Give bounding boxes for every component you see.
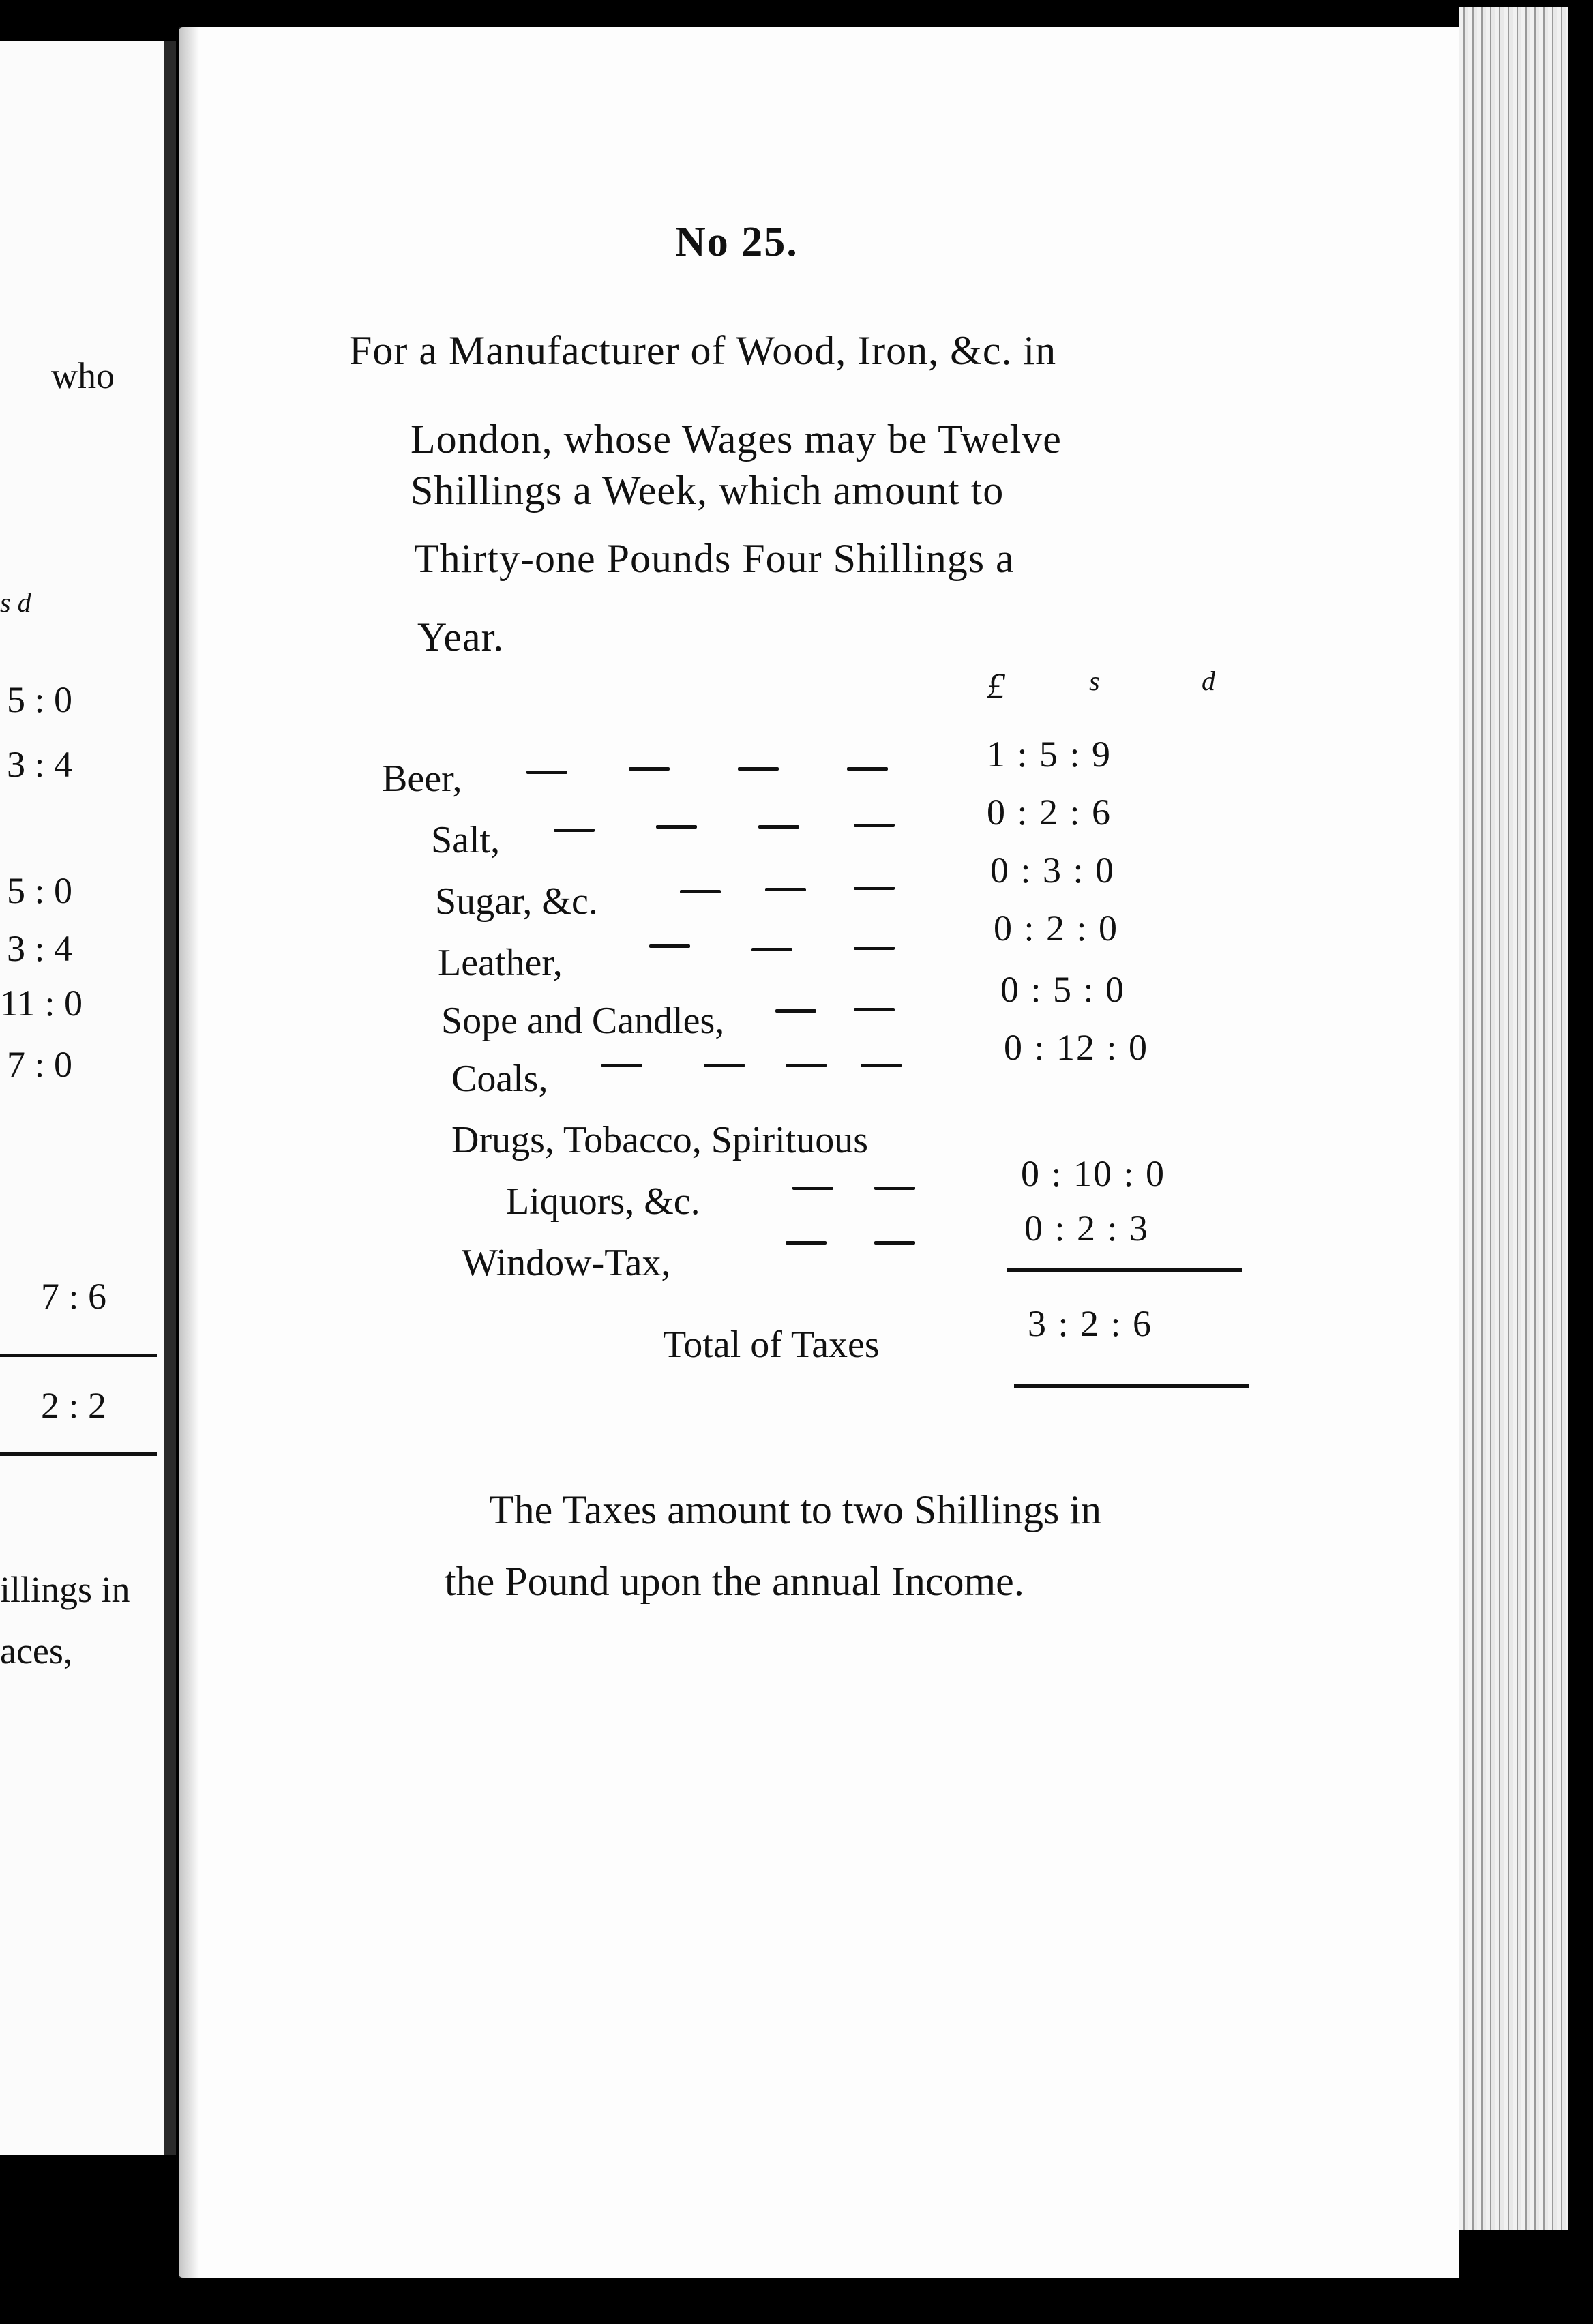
tax-item-label: Leather, — [438, 942, 563, 984]
leader-dash — [680, 890, 721, 893]
pounds-header: £ — [987, 666, 1007, 706]
leader-dash — [765, 888, 806, 891]
facing-page-line: who — [51, 355, 115, 396]
total-amount: 3 : 2 : 6 — [1028, 1303, 1153, 1344]
facing-page-line: aces, — [0, 1630, 73, 1671]
facing-page — [0, 41, 176, 2155]
closing-line: The Taxes amount to two Shillings in — [489, 1487, 1101, 1532]
page-heading: No 25. — [675, 219, 799, 265]
page-edges — [1459, 7, 1568, 2230]
leader-dash — [649, 944, 690, 948]
book-page — [179, 27, 1459, 2278]
tax-item-amount: 0 : 12 : 0 — [1004, 1027, 1149, 1068]
leader-dash — [751, 948, 792, 951]
facing-page-line: 2 : 2 — [41, 1385, 107, 1426]
leader-dash — [861, 1064, 902, 1067]
tax-item-amount: 0 : 2 : 3 — [1024, 1208, 1150, 1249]
tax-item-label: Coals, — [451, 1058, 548, 1100]
tax-item-label: Salt, — [431, 819, 501, 861]
facing-page-line: 3 : 4 — [7, 928, 73, 969]
intro-line: Shillings a Week, which amount to — [411, 468, 1004, 513]
shillings-header: s — [1089, 666, 1101, 696]
tax-item-label: Window-Tax, — [462, 1242, 671, 1284]
leader-dash — [526, 771, 567, 774]
tax-item-amount: 1 : 5 : 9 — [987, 734, 1112, 775]
total-label: Total of Taxes — [663, 1324, 880, 1366]
tax-item-label: Beer, — [382, 758, 462, 800]
facing-page-line: 3 : 4 — [7, 744, 73, 785]
intro-line: London, whose Wages may be Twelve — [411, 417, 1062, 462]
leader-dash — [554, 829, 595, 832]
leader-dash — [629, 767, 670, 771]
tax-item-label: Sugar, &c. — [435, 880, 598, 923]
leader-dash — [775, 1009, 816, 1013]
gutter-shadow — [179, 27, 199, 2278]
leader-dash — [738, 767, 779, 771]
tax-item-label: Liquors, &c. — [506, 1180, 700, 1223]
leader-dash — [874, 1187, 915, 1190]
intro-line: Thirty-one Pounds Four Shillings a — [414, 536, 1015, 581]
facing-page-line: 11 : 0 — [0, 983, 83, 1024]
tax-item-amount: 0 : 5 : 0 — [1000, 969, 1126, 1010]
leader-dash — [847, 767, 888, 771]
closing-line: the Pound upon the annual Income. — [445, 1559, 1024, 1604]
tax-item-amount: 0 : 2 : 6 — [987, 792, 1112, 833]
facing-page-line: 7 : 6 — [41, 1276, 107, 1317]
facing-page-line: illings in — [0, 1569, 130, 1610]
leader-dash — [786, 1064, 827, 1067]
leader-dash — [601, 1064, 642, 1067]
leader-dash — [786, 1241, 827, 1245]
total-rule — [1014, 1384, 1249, 1388]
facing-rule — [0, 1354, 157, 1357]
leader-dash — [854, 887, 895, 890]
leader-dash — [656, 825, 697, 829]
facing-page-line: 5 : 0 — [7, 679, 73, 720]
tax-item-label: Sope and Candles, — [441, 1000, 725, 1042]
facing-page-line: s d — [0, 587, 31, 618]
intro-line: Year. — [417, 614, 505, 659]
leader-dash — [704, 1064, 745, 1067]
facing-page-line: 5 : 0 — [7, 870, 73, 911]
facing-rule — [0, 1452, 157, 1456]
leader-dash — [854, 824, 895, 827]
facing-page-line: 7 : 0 — [7, 1044, 73, 1085]
tax-item-amount: 0 : 3 : 0 — [990, 850, 1116, 891]
leader-dash — [792, 1187, 833, 1190]
tax-item-amount: 0 : 10 : 0 — [1021, 1153, 1166, 1194]
sum-rule — [1007, 1268, 1242, 1272]
intro-line: For a Manufacturer of Wood, Iron, &c. in — [349, 328, 1057, 373]
leader-dash — [874, 1241, 915, 1245]
tax-item-label: Drugs, Tobacco, Spirituous — [451, 1119, 868, 1161]
pence-header: d — [1202, 666, 1217, 696]
leader-dash — [758, 825, 799, 829]
leader-dash — [854, 1008, 895, 1011]
leader-dash — [854, 947, 895, 950]
tax-item-amount: 0 : 2 : 0 — [994, 908, 1119, 949]
